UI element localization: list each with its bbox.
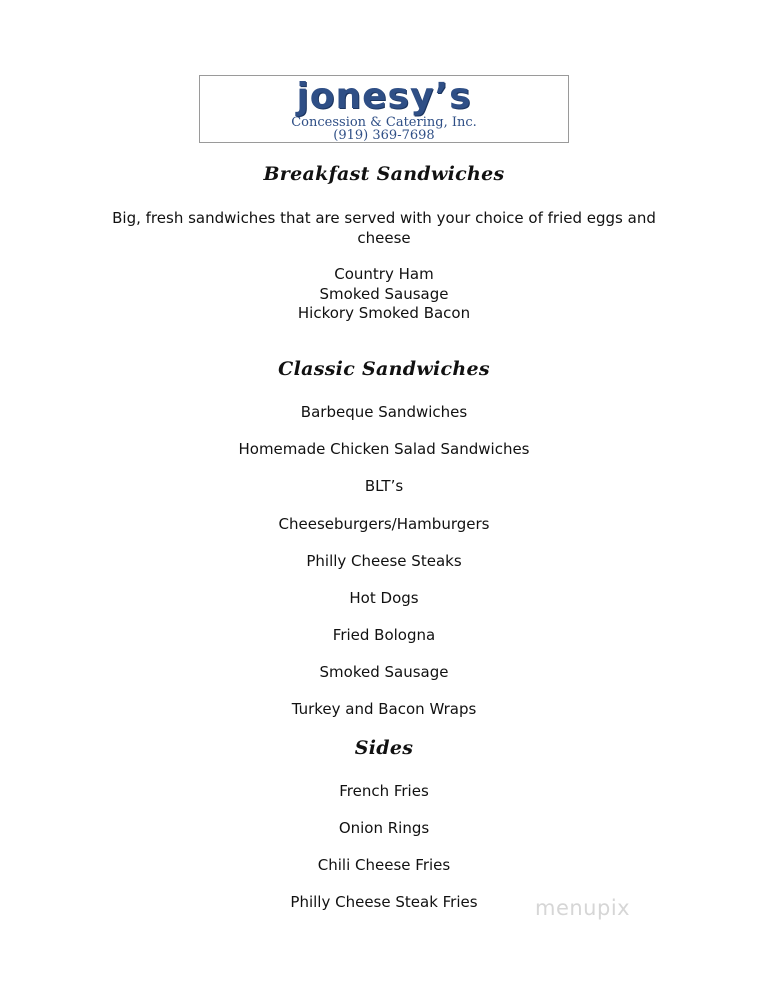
sides-item: Chili Cheese Fries	[317, 856, 451, 874]
menupix-watermark: menupix	[535, 896, 631, 920]
logo-company-name: Concession & Catering, Inc.	[291, 115, 477, 130]
breakfast-item: Smoked Sausage	[319, 285, 449, 303]
company-logo	[199, 75, 569, 143]
classic-item: Cheeseburgers/Hamburgers	[278, 515, 490, 533]
classic-item: Philly Cheese Steaks	[306, 552, 462, 570]
classic-item: Barbeque Sandwiches	[300, 403, 468, 421]
logo-brand-name: jonesy’s	[296, 76, 472, 117]
classic-item: BLT’s	[364, 477, 404, 495]
breakfast-item: Country Ham	[334, 265, 434, 283]
classic-item: Hot Dogs	[349, 589, 419, 607]
classic-item: Homemade Chicken Salad Sandwiches	[238, 440, 530, 458]
sides-item: Philly Cheese Steak Fries	[290, 893, 478, 911]
sides-heading: Sides	[354, 737, 414, 759]
breakfast-item: Hickory Smoked Bacon	[297, 304, 471, 322]
logo-phone-number: (919) 369-7698	[333, 128, 435, 143]
breakfast-description-line1: Big, fresh sandwiches that are served with your choice of fried eggs and	[112, 209, 656, 227]
classic-item: Turkey and Bacon Wraps	[291, 700, 477, 718]
classic-item: Smoked Sausage	[319, 663, 449, 681]
breakfast-description-line2: cheese	[357, 229, 411, 247]
classic-item: Fried Bologna	[332, 626, 436, 644]
breakfast-heading: Breakfast Sandwiches	[263, 163, 505, 185]
sides-item: Onion Rings	[338, 819, 430, 837]
classic-heading: Classic Sandwiches	[278, 358, 490, 380]
sides-item: French Fries	[339, 782, 429, 800]
